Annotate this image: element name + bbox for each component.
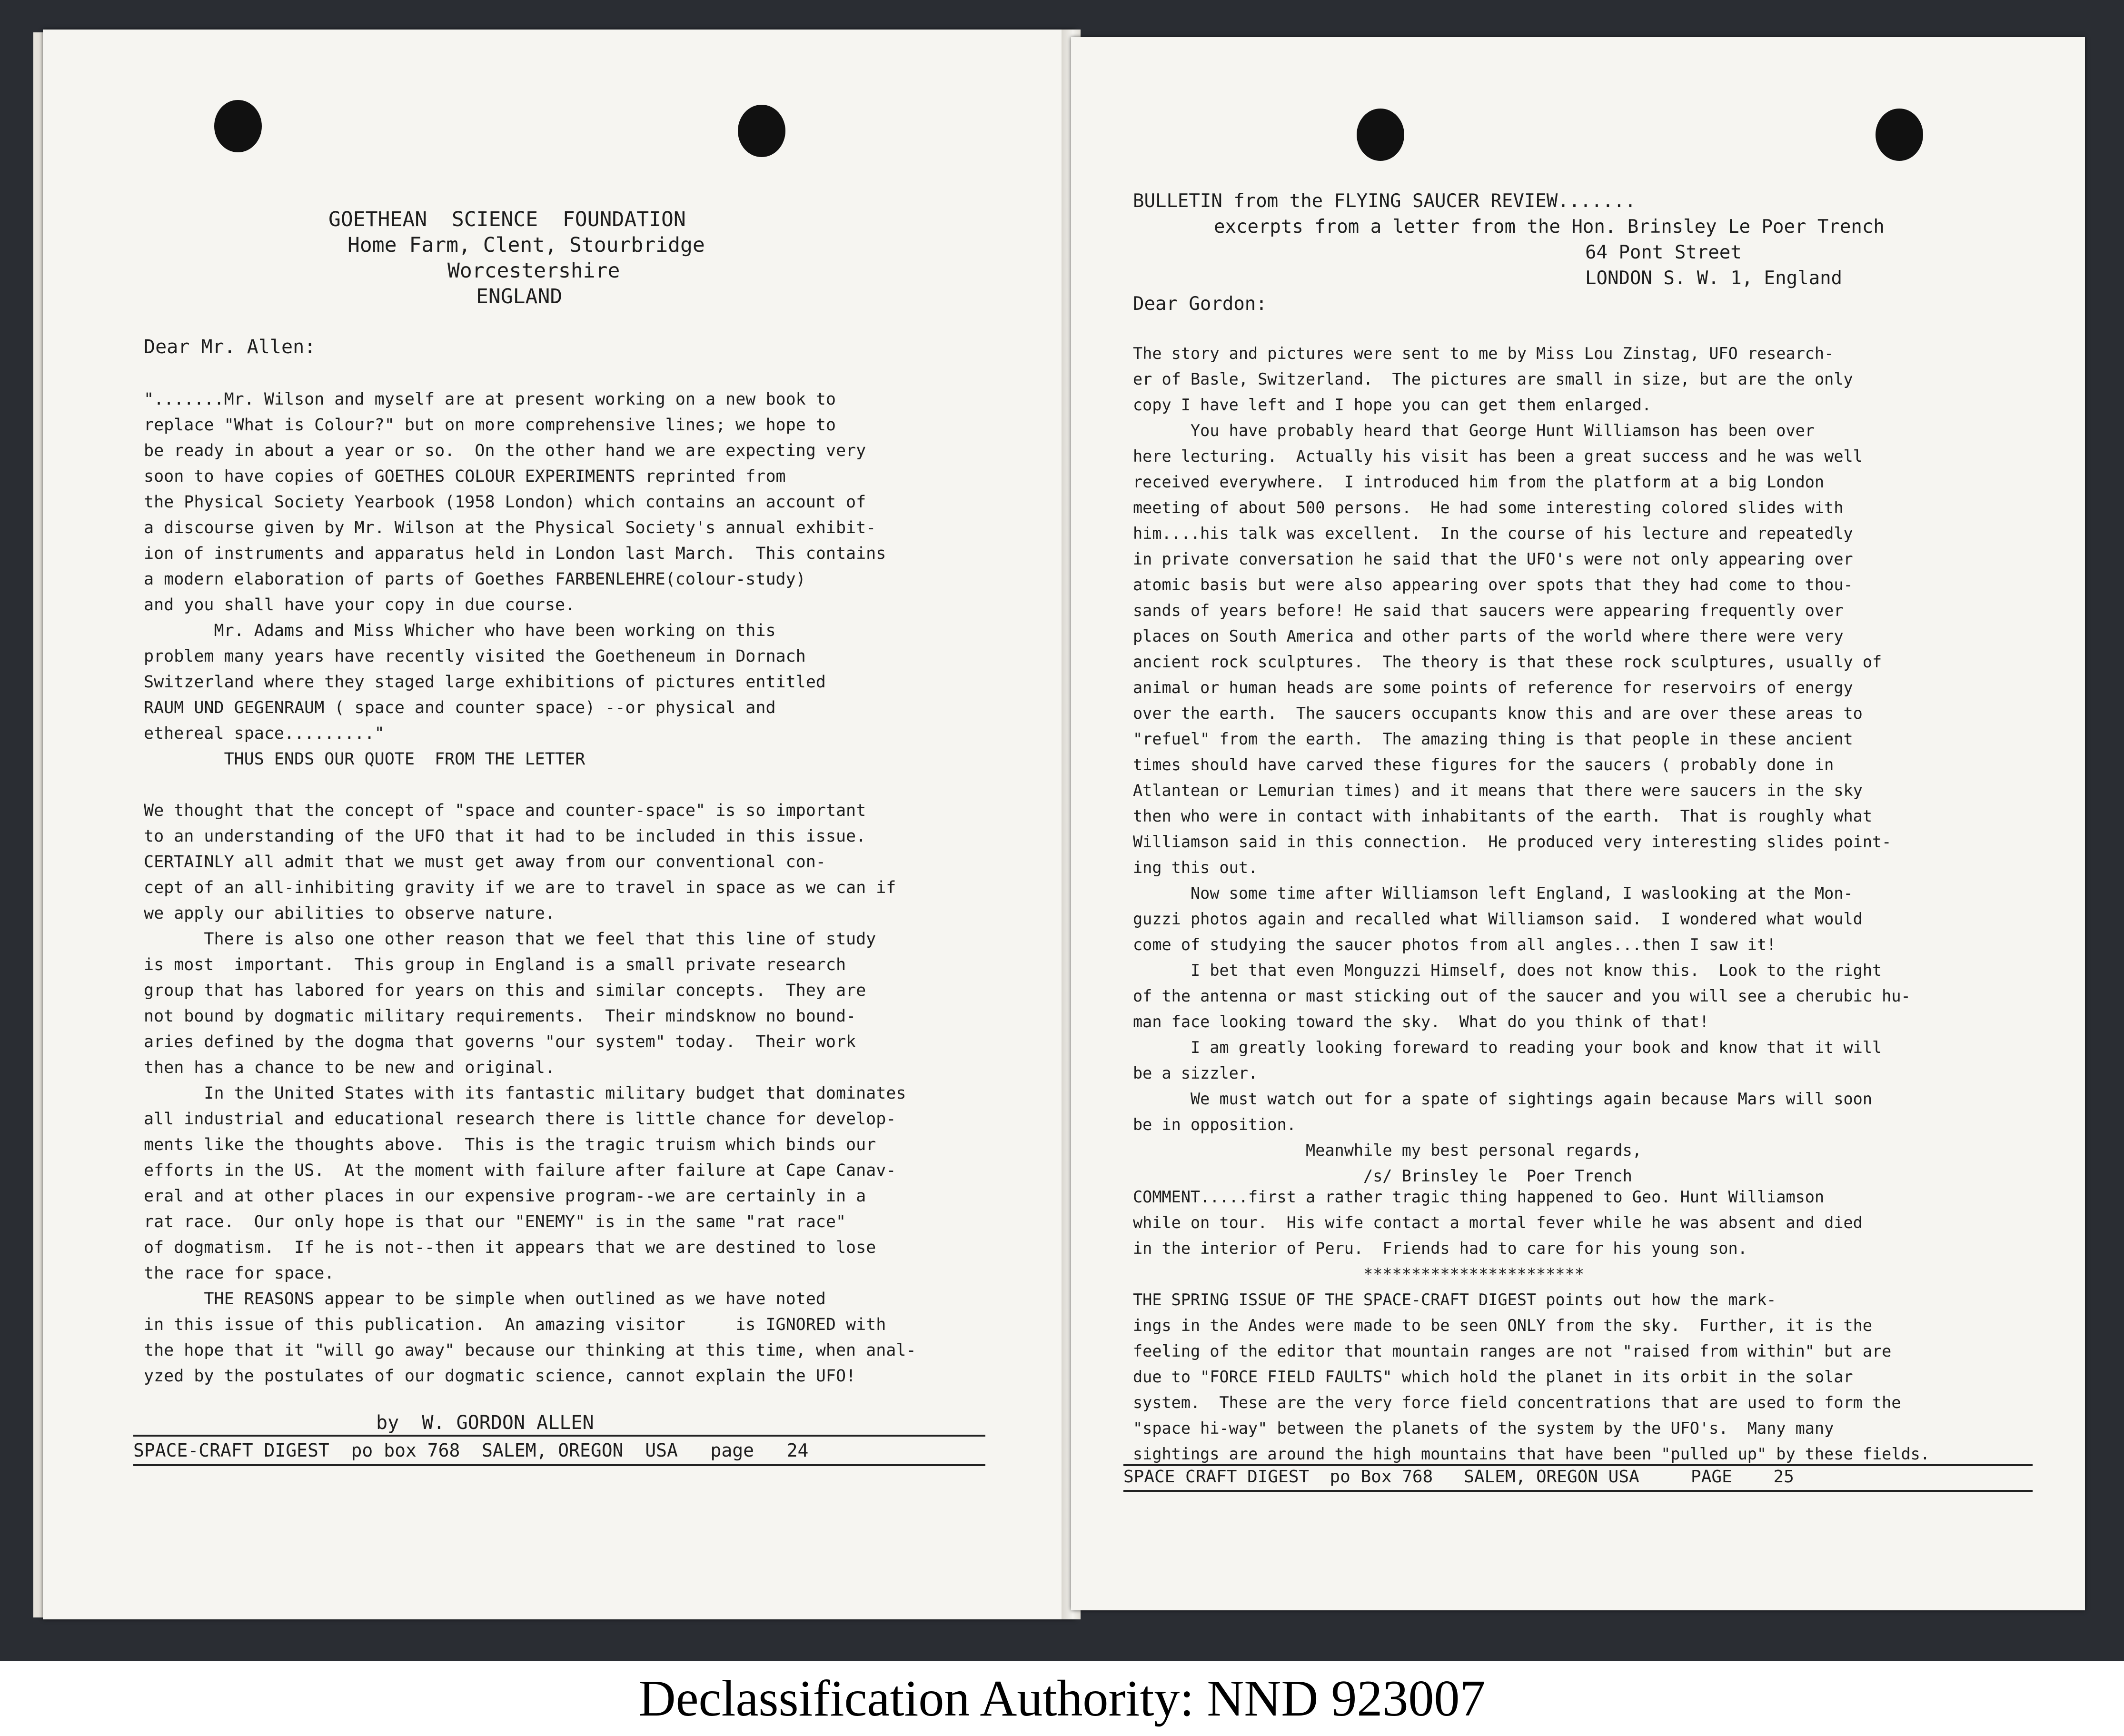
text-line: cept of an all-inhibiting gravity if we are to travel in space as we can if [144,878,896,897]
text-line: rat race. Our only hope is that our "ENEMY" is in the same "rat race" [144,1212,846,1231]
foundation-county: Worcestershire [447,259,620,283]
text-line: in this issue of this publication. An amazing visitor is IGNORED with [144,1315,886,1334]
punch-hole [214,100,262,152]
text-line: a modern elaboration of parts of Goethes FARBENLEHRE(colour-study) [144,570,806,589]
text-line: THE REASONS appear to be simple when outlined as we have noted [144,1290,826,1309]
text-line: of dogmatism. If he is not--then it appears that we are destined to lose [144,1238,876,1257]
text-line: "space hi-way" between the planets of the system by the UFO's. Many many [1133,1419,1834,1438]
text-line: er of Basle, Switzerland. The pictures are small in size, but are the only [1133,370,1853,388]
text-line: received everywhere. I introduced him from the platform at a big London [1133,473,1825,491]
sender-street: 64 Pont Street [1585,242,1742,263]
text-line: and you shall have your copy in due course. [144,595,576,615]
text-line: In the United States with its fantastic military budget that dominates [144,1084,906,1103]
text-line: in the interior of Peru. Friends had to care for his young son. [1133,1239,1747,1258]
text-line: I bet that even Monguzzi Himself, does not know this. Look to the right [1133,961,1882,980]
text-line: atomic basis but were also appearing over spots that they had come to thou- [1133,575,1853,594]
bulletin-header: BULLETIN from the FLYING SAUCER REVIEW....... [1133,190,1636,212]
text-line: ethereal space........." [144,724,385,743]
declassification-caption: Declassification Authority: NND 923007 [0,1661,2124,1736]
text-line: man face looking toward the sky. What do you think of that! [1133,1012,1709,1031]
text-line: We must watch out for a spate of sightings again because Mars will soon [1133,1090,1872,1108]
text-line: Meanwhile my best personal regards, [1133,1141,1642,1160]
text-line: the race for space. [144,1264,335,1283]
text-line: ings in the Andes were made to be seen ONLY from the sky. Further, it is the [1133,1316,1872,1335]
text-line: we apply our abilities to observe nature. [144,904,555,923]
right-page [1071,37,2085,1610]
left-page [43,30,1076,1619]
text-line: You have probably heard that George Hunt Williamson has been over [1133,421,1815,440]
author-signature: by W. GORDON ALLEN [376,1412,594,1434]
text-line: aries defined by the dogma that governs "our system" today. Their work [144,1032,856,1052]
text-line: Atlantean or Lemurian times) and it means that there were saucers in the sky [1133,781,1863,800]
text-line: ments like the thoughts above. This is the tragic truism which binds our [144,1135,876,1154]
text-line: soon to have copies of GOETHES COLOUR EXPERIMENTS reprinted from [144,467,786,486]
text-line: while on tour. His wife contact a mortal fever while he was absent and died [1133,1213,1863,1232]
text-line: ing this out. [1133,858,1258,877]
footer-rule-top [133,1435,985,1437]
text-line: copy I have left and I hope you can get them enlarged. [1133,396,1652,414]
text-line: to an understanding of the UFO that it had to be included in this issue. [144,827,866,846]
text-line: system. These are the very force field concentrations that are used to form the [1133,1393,1901,1412]
text-line: sightings are around the high mountains that have been "pulled up" by these fields. [1133,1445,1930,1463]
punch-hole [738,105,785,157]
text-line: problem many years have recently visited the Goetheneum in Dornach [144,647,806,666]
text-line: group that has labored for years on this and similar concepts. They are [144,981,866,1000]
footer-rule-bottom [1123,1490,2033,1492]
text-line: *********************** [1133,1265,1584,1283]
text-line: We thought that the concept of "space and counter-space" is so important [144,801,866,820]
text-line: here lecturing. Actually his visit has been a great success and he was well [1133,447,1863,466]
text-line: then has a chance to be new and original. [144,1058,555,1077]
foundation-country: ENGLAND [476,285,563,308]
text-line: a discourse given by Mr. Wilson at the Physical Society's annual exhibit- [144,518,876,537]
text-line: yzed by the postulates of our dogmatic science, cannot explain the UFO! [144,1367,856,1386]
text-line: replace "What is Colour?" but on more comprehensive lines; we hope to [144,416,836,435]
text-line: Mr. Adams and Miss Whicher who have been working on this [144,621,776,640]
text-line: over the earth. The saucers occupants know this and are over these areas to [1133,704,1863,723]
bulletin-excerpt: excerpts from a letter from the Hon. Brinsley Le Poer Trench [1214,216,1885,238]
text-line: Williamson said in this connection. He produced very interesting slides point- [1133,833,1892,851]
text-line: then who were in contact with inhabitants of the earth. That is roughly what [1133,807,1872,825]
text-line: come of studying the saucer photos from all angles...then I saw it! [1133,935,1777,954]
text-line: meeting of about 500 persons. He had some interesting colored slides with [1133,498,1844,517]
text-line: "refuel" from the earth. The amazing thing is that people in these ancient [1133,730,1853,748]
text-line: /s/ Brinsley le Poer Trench [1133,1167,1632,1185]
text-line: I am greatly looking foreward to reading your book and know that it will [1133,1038,1882,1057]
text-line [144,772,916,798]
letter-body [1133,341,1911,1189]
text-line: feeling of the editor that mountain ranges are not "raised from within" but are [1133,1342,1892,1360]
text-line: be a sizzler. [1133,1064,1258,1082]
text-line: places on South America and other parts of the world where there were very [1133,627,1844,645]
text-line: him....his talk was excellent. In the course of his lecture and repeatedly [1133,524,1853,543]
text-line: ".......Mr. Wilson and myself are at present working on a new book to [144,390,836,409]
salutation: Dear Mr. Allen: [144,336,316,358]
sender-city: LONDON S. W. 1, England [1585,268,1843,289]
text-line: guzzi photos again and recalled what Williamson said. I wondered what would [1133,910,1863,928]
text-line: THUS ENDS OUR QUOTE FROM THE LETTER [144,750,586,769]
text-line: eral and at other places in our expensive program--we are certainly in a [144,1187,866,1206]
text-line: all industrial and educational research there is little chance for develop- [144,1110,896,1129]
text-line: of the antenna or mast sticking out of the saucer and you will see a cherubic hu- [1133,987,1911,1005]
text-line: be ready in about a year or so. On the other hand we are expecting very [144,441,866,460]
text-line: Now some time after Williamson left England, I waslooking at the Mon- [1133,884,1853,903]
text-line: COMMENT.....first a rather tragic thing happened to Geo. Hunt Williamson [1133,1188,1825,1206]
text-line: Switzerland where they staged large exhibitions of pictures entitled [144,673,826,692]
text-line: There is also one other reason that we feel that this line of study [144,930,876,949]
punch-hole [1876,109,1923,161]
punch-hole [1357,109,1404,161]
letter-body [144,387,916,1389]
text-line: not bound by dogmatic military requirements. Their mindsknow no bound- [144,1007,856,1026]
foundation-name: GOETHEAN SCIENCE FOUNDATION [328,208,686,231]
text-line: CERTAINLY all admit that we must get away from our conventional con- [144,853,826,872]
footer-rule-bottom [133,1464,985,1466]
text-line: The story and pictures were sent to me by Miss Lou Zinstag, UFO research- [1133,344,1834,363]
editor-comment [1133,1184,1930,1467]
text-line: the Physical Society Yearbook (1958 London) which contains an account of [144,493,866,512]
text-line: THE SPRING ISSUE OF THE SPACE-CRAFT DIGEST points out how the mark- [1133,1290,1777,1309]
text-line: times should have carved these figures for the saucers ( probably done in [1133,755,1834,774]
text-line: ion of instruments and apparatus held in London last March. This contains [144,544,886,563]
salutation: Dear Gordon: [1133,293,1267,315]
text-line: in private conversation he said that the UFO's were not only appearing over [1133,550,1853,568]
text-line: sands of years before! He said that saucers were appearing frequently over [1133,601,1844,620]
text-line: be in opposition. [1133,1115,1296,1134]
text-line: efforts in the US. At the moment with failure after failure at Cape Canav- [144,1161,896,1180]
text-line: animal or human heads are some points of reference for reservoirs of energy [1133,678,1853,697]
text-line: the hope that it "will go away" because our thinking at this time, when anal- [144,1341,916,1360]
text-line: due to "FORCE FIELD FAULTS" which hold the planet in its orbit in the solar [1133,1368,1853,1386]
page-footer: SPACE CRAFT DIGEST po Box 768 SALEM, OREGON USA PAGE 25 [1123,1467,1794,1487]
page-footer: SPACE-CRAFT DIGEST po box 768 SALEM, OREGON USA page 24 [133,1440,809,1461]
text-line: ancient rock sculptures. The theory is that these rock sculptures, usually of [1133,653,1882,671]
foundation-address: Home Farm, Clent, Stourbridge [347,233,705,257]
text-line: is most important. This group in England is a small private research [144,955,846,974]
text-line: RAUM UND GEGENRAUM ( space and counter space) --or physical and [144,698,776,717]
